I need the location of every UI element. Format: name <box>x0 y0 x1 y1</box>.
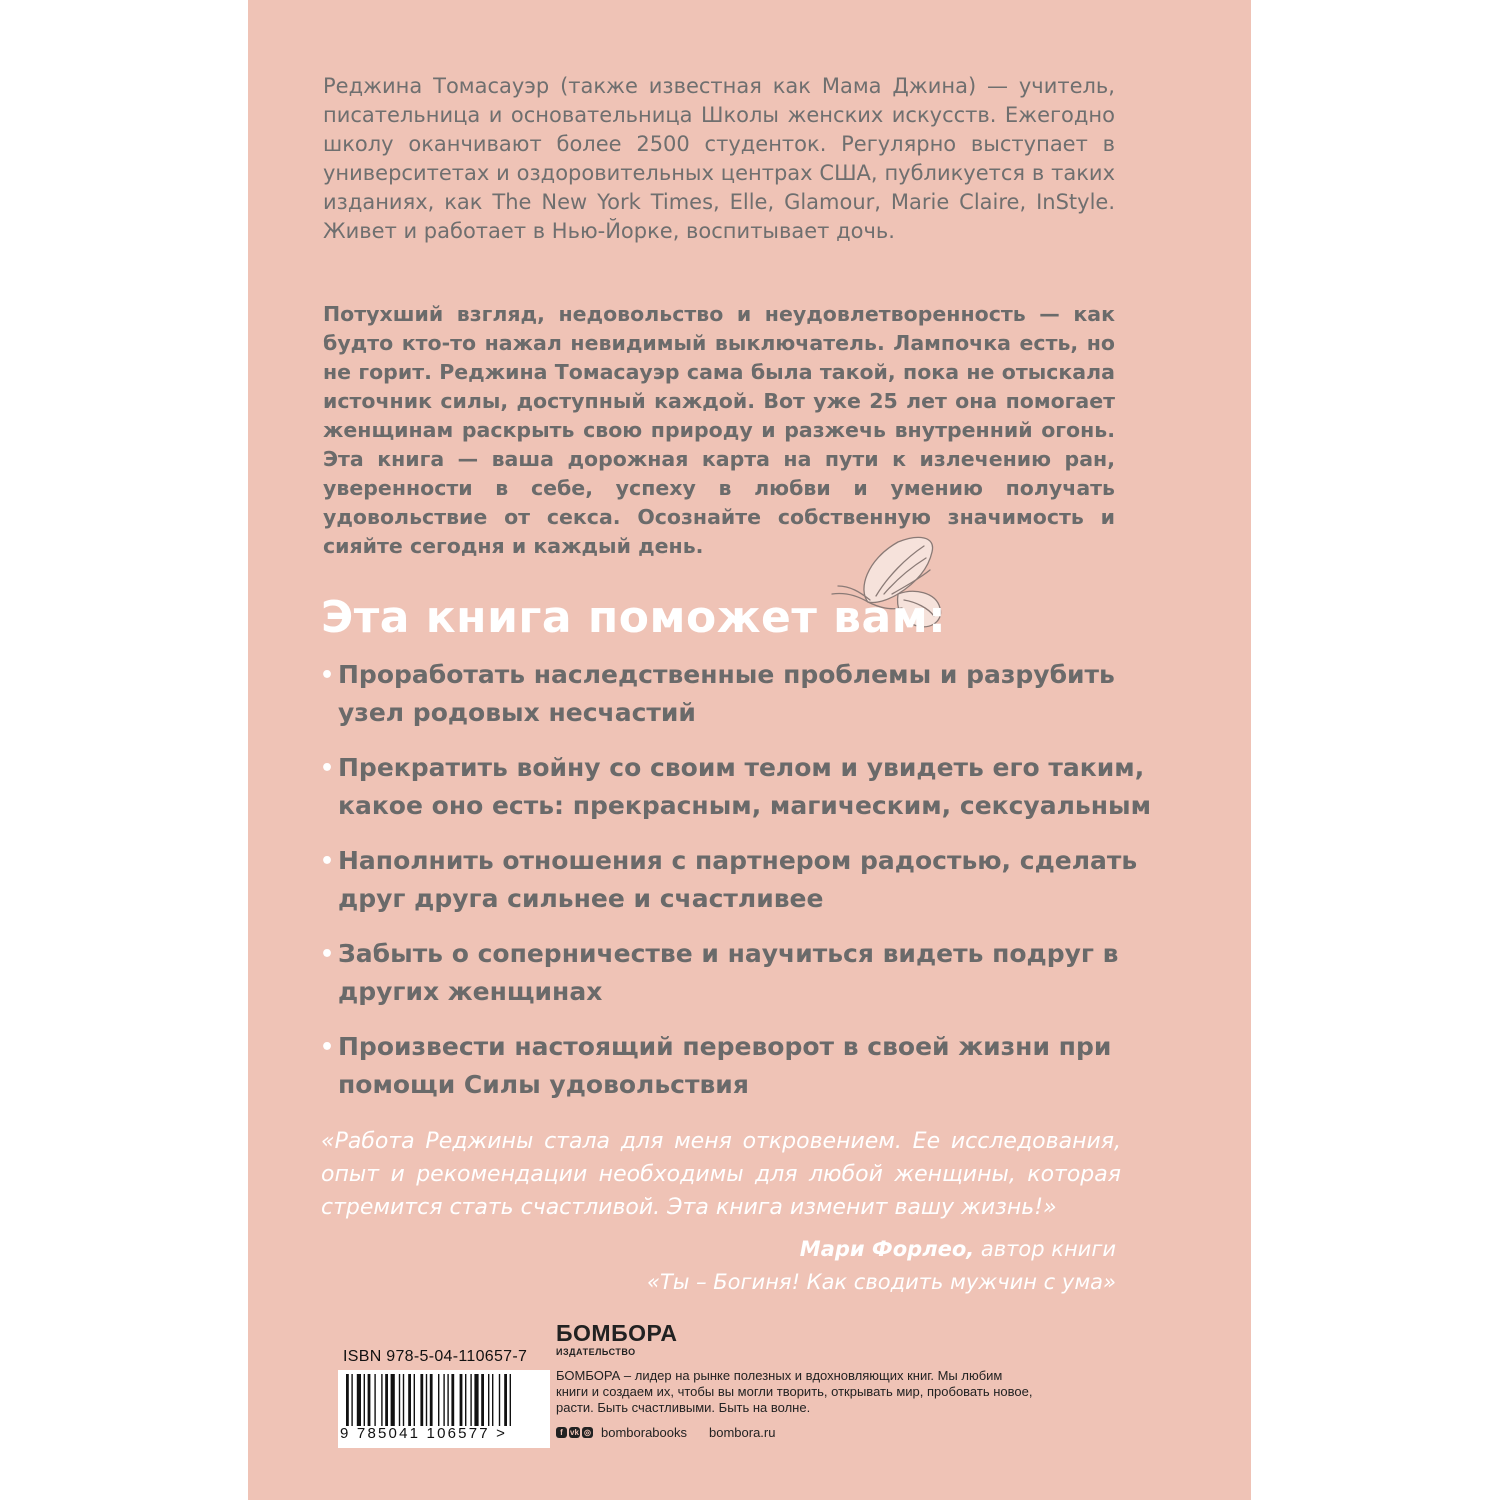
list-item-text: Забыть о соперничестве и научиться видеть подруг в других женщинах <box>338 939 1119 1006</box>
publisher-website[interactable]: bombora.ru <box>709 1425 776 1440</box>
list-item <box>320 749 1180 825</box>
bullet-icon: • <box>320 663 335 688</box>
isbn: ISBN 978-5-04-110657-7 <box>343 1348 528 1365</box>
bullet-icon: • <box>320 756 335 781</box>
list-item <box>320 842 1180 918</box>
list-item <box>320 1028 1180 1104</box>
bullet-icon: • <box>320 849 335 874</box>
quote-author-role: автор книги <box>974 1237 1116 1261</box>
instagram-icon[interactable]: ◎ <box>582 1427 593 1438</box>
benefits-list <box>320 656 1180 1121</box>
quote-author: Мари Форлео, <box>799 1237 975 1261</box>
publisher-info: БОМБОРА – лидер на рынке полезных и вдохновляющих книг. Мы любим книги и создаем их, чтобы вы могли творить, открывать мир, пробовать новое, расти. Быть счастливыми. Быть на волне. <box>556 1368 1033 1415</box>
publisher-logo <box>556 1320 677 1358</box>
vk-icon[interactable]: vk <box>570 1428 579 1437</box>
author-bio: Реджина Томасауэр (также известная как Мама Джина) — учитель, писательница и основательница Школы женских искусств. Ежегодно школу оканчивают более 2500 студенток. Регулярно выступает в университетах и оздоровительных центрах США, публикуется в таких изданиях, как The New York Times, Elle, Glamour, Marie Claire, InStyle. Живет и работает в Нью-Йорке, воспитывает дочь. <box>323 74 1115 243</box>
headline: Эта книга поможет вам: <box>321 592 947 643</box>
list-item <box>320 935 1180 1011</box>
barcode-number: 9 785041 106577 > <box>340 1425 508 1442</box>
list-item-text: Произвести настоящий переворот в своей жизни при помощи Силы удовольствия <box>338 1032 1112 1099</box>
bullet-icon: • <box>320 942 335 967</box>
publisher-subtitle: ИЗДАТЕЛЬСТВО <box>556 1347 636 1357</box>
testimonial-quote: «Работа Реджины стала для меня откровением. Ее исследования, опыт и рекомендации необходимы для любой женщины, которая стремится стать счастливой. Эта книга изменит вашу жизнь!» <box>321 1129 1121 1220</box>
list-item-text: Прекратить войну со своим телом и увидеть его таким, какое оно есть: прекрасным, магическим, сексуальным <box>338 753 1152 820</box>
quote-author-book: «Ты – Богиня! Как сводить мужчин с ума» <box>647 1270 1116 1294</box>
book-description: Потухший взгляд, недовольство и неудовлетворенность — как будто кто-то нажал невидимый выключатель. Лампочка есть, но не горит. Реджина Томасауэр сама была такой, пока не отыскала источник силы, доступный каждой. Вот уже 25 лет она помогает женщинам раскрыть свою природу и разжечь внутренний огонь. Эта книга — ваша дорожная карта на пути к излечению ран, уверенности в себе, успеху в любви и умению получать удовольствие от секса. Осознайте собственную значимость и сияйте сегодня и каждый день. <box>323 302 1115 558</box>
book-back-cover <box>248 0 1251 1500</box>
list-item-text: Наполнить отношения с партнером радостью, сделать друг друга сильнее и счастливее <box>338 846 1138 913</box>
bullet-icon: • <box>320 1035 335 1060</box>
list-item <box>320 656 1180 732</box>
list-item-text: Проработать наследственные проблемы и разрубить узел родовых несчастий <box>338 660 1115 727</box>
publisher-brand: БОМБОРА <box>556 1320 678 1346</box>
social-handle[interactable]: bomborabooks <box>601 1425 687 1440</box>
testimonial-attribution <box>647 1233 1116 1299</box>
facebook-icon[interactable]: f <box>556 1427 567 1438</box>
publisher-socials <box>556 1425 775 1440</box>
barcode-bars <box>344 1374 544 1426</box>
